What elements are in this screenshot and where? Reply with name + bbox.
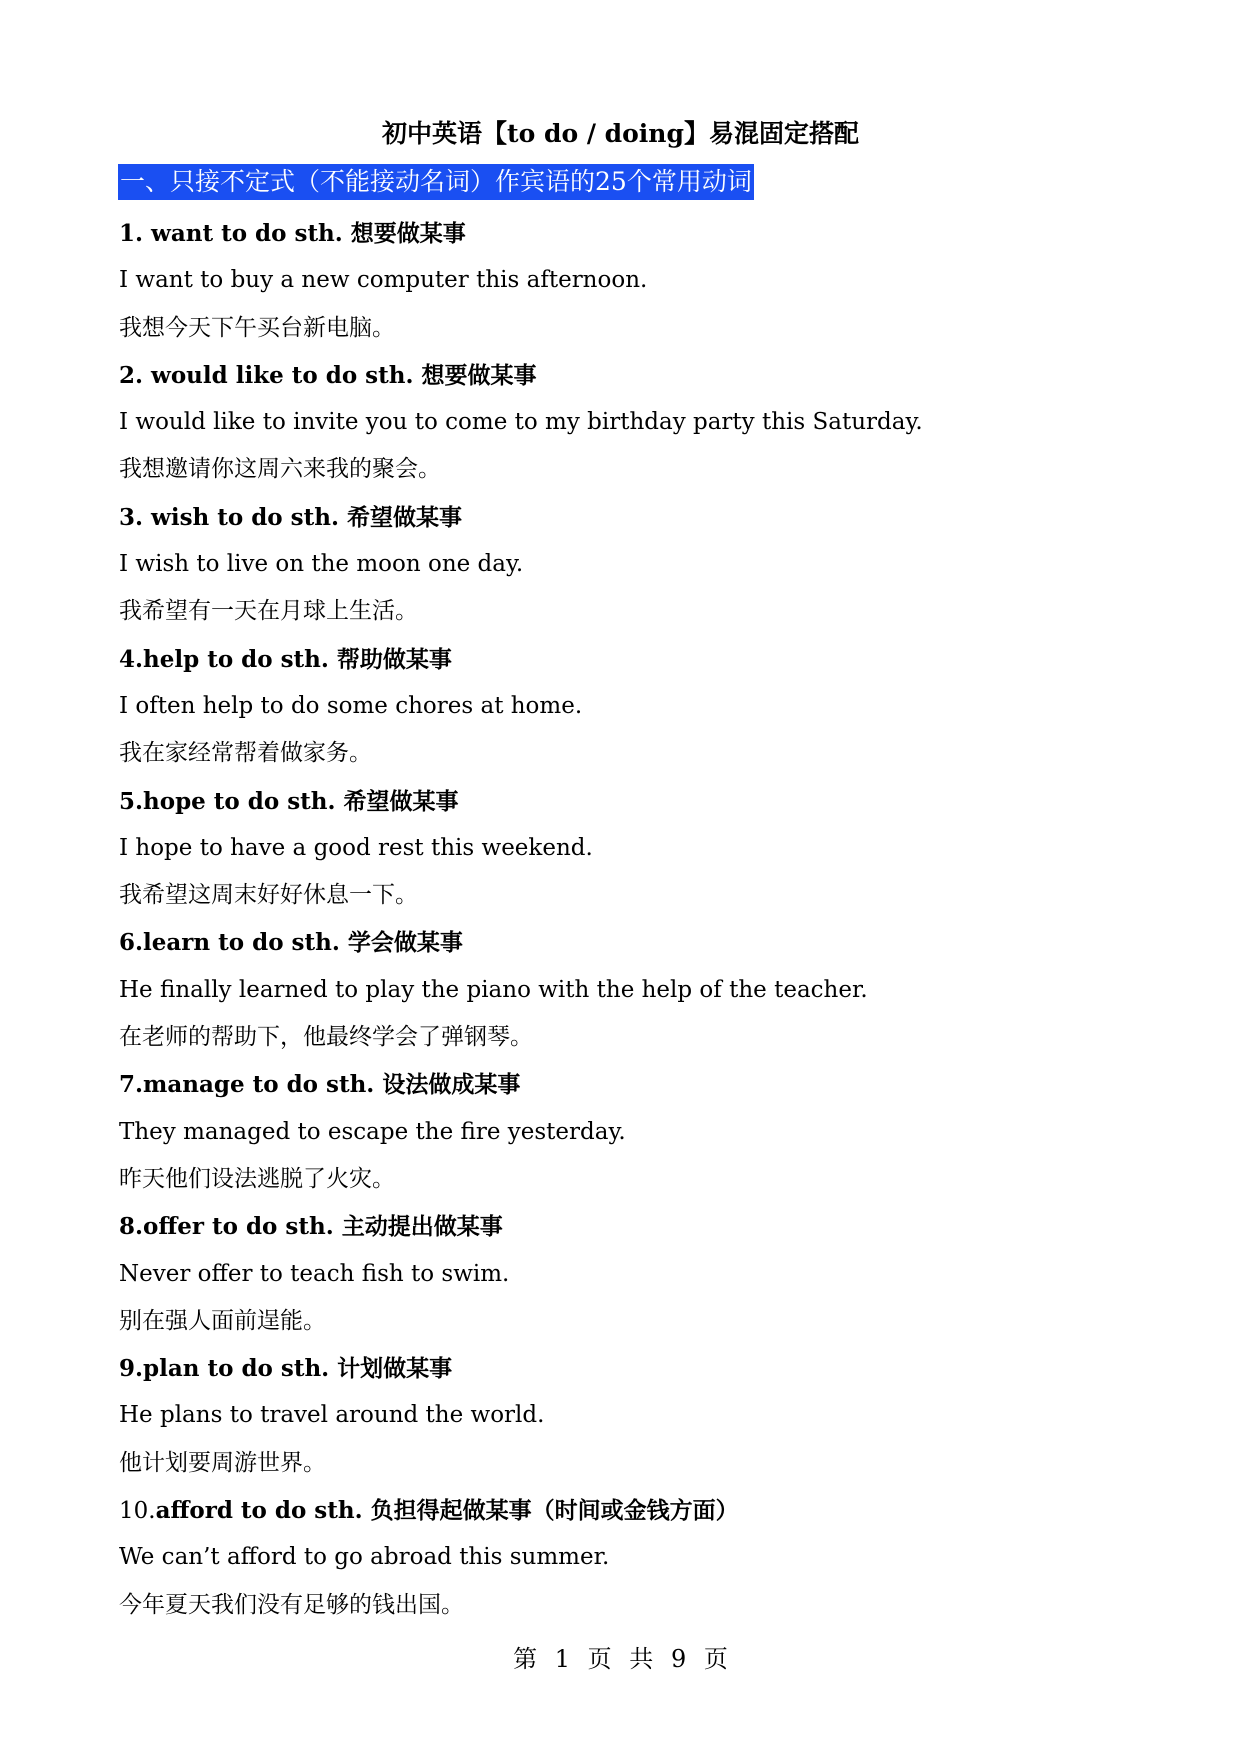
entry-example-english: They managed to escape the fire yesterday. bbox=[119, 1118, 626, 1145]
entry-example-chinese: 我想今天下午买台新电脑。 bbox=[119, 314, 395, 341]
verb-entry bbox=[119, 778, 1129, 920]
entry-example-english: I hope to have a good rest this weekend. bbox=[119, 834, 593, 861]
entry-example-english: He plans to travel around the world. bbox=[119, 1402, 545, 1429]
verb-entry bbox=[119, 1487, 1129, 1629]
entry-example-english: We can’t afford to go abroad this summer. bbox=[119, 1544, 610, 1571]
entry-number: 5. bbox=[119, 787, 144, 815]
entry-term: want to do sth. 想要做某事 bbox=[151, 220, 466, 247]
entry-term-line bbox=[119, 1203, 1129, 1250]
entry-example-english: I often help to do some chores at home. bbox=[119, 692, 583, 719]
entry-number: 1. bbox=[119, 220, 152, 247]
verb-entry bbox=[119, 919, 1129, 1061]
entry-term: afford to do sth. 负担得起做某事（时间或金钱方面） bbox=[155, 1497, 739, 1525]
entry-number: 10. bbox=[119, 1498, 156, 1525]
entry-example-english: I would like to invite you to come to my birthday party this Saturday. bbox=[119, 409, 923, 436]
entry-term-line bbox=[119, 1345, 1129, 1392]
entry-example-chinese: 我在家经常帮着做家务。 bbox=[119, 740, 372, 767]
entry-term: would like to do sth. 想要做某事 bbox=[151, 361, 537, 389]
entry-example-chinese: 别在强人面前逞能。 bbox=[119, 1307, 326, 1334]
entry-example-chinese: 我希望这周末好好休息一下。 bbox=[119, 882, 418, 909]
verb-entry bbox=[119, 1345, 1129, 1487]
entry-number: 8. bbox=[119, 1213, 144, 1241]
entry-number: 9. bbox=[119, 1355, 144, 1383]
page-title: 初中英语【to do / doing】易混固定搭配 bbox=[382, 119, 859, 148]
verb-entry bbox=[119, 494, 1129, 636]
entry-number: 4. bbox=[119, 645, 144, 673]
entry-term-line bbox=[119, 210, 1129, 257]
entry-example-chinese: 我希望有一天在月球上生活。 bbox=[119, 598, 418, 625]
entry-term: plan to do sth. 计划做某事 bbox=[143, 1355, 453, 1383]
entry-example-english: He finally learned to play the piano with the help of the teacher. bbox=[119, 976, 868, 1003]
entry-term: learn to do sth. 学会做某事 bbox=[143, 929, 463, 957]
entry-term-line bbox=[119, 778, 1129, 825]
entry-term: help to do sth. 帮助做某事 bbox=[143, 645, 452, 673]
entry-number: 3. bbox=[119, 503, 152, 531]
verb-entry bbox=[119, 352, 1129, 494]
verb-entry bbox=[119, 210, 1129, 352]
entry-example-chinese: 昨天他们设法逃脱了火灾。 bbox=[119, 1165, 395, 1192]
entry-example-english: I wish to live on the moon one day. bbox=[119, 551, 524, 578]
entry-term-line bbox=[119, 352, 1129, 399]
entry-example-chinese: 他计划要周游世界。 bbox=[119, 1449, 326, 1476]
entry-number: 6. bbox=[119, 929, 144, 957]
entry-term: offer to do sth. 主动提出做某事 bbox=[143, 1213, 503, 1241]
entry-term-line bbox=[119, 494, 1129, 541]
entry-term-line bbox=[119, 1487, 1129, 1534]
entry-term: hope to do sth. 希望做某事 bbox=[143, 787, 459, 815]
verb-entry-list bbox=[119, 210, 1129, 1629]
page-footer: 第 1 页 共 9 页 bbox=[513, 1645, 728, 1673]
section-heading-highlighted: 一、只接不定式（不能接动名词）作宾语的25个常用动词 bbox=[118, 164, 754, 200]
entry-example-chinese: 我想邀请你这周六来我的聚会。 bbox=[119, 456, 441, 483]
entry-term: wish to do sth. 希望做某事 bbox=[151, 503, 462, 531]
entry-number: 7. bbox=[119, 1071, 144, 1099]
entry-term-line bbox=[119, 636, 1129, 683]
entry-example-chinese: 在老师的帮助下，他最终学会了弹钢琴。 bbox=[119, 1024, 533, 1051]
entry-example-english: I want to buy a new computer this afternoon. bbox=[119, 267, 648, 294]
verb-entry bbox=[119, 1203, 1129, 1345]
verb-entry bbox=[119, 1061, 1129, 1203]
entry-example-english: Never offer to teach fish to swim. bbox=[119, 1260, 510, 1287]
verb-entry bbox=[119, 636, 1129, 778]
entry-example-chinese: 今年夏天我们没有足够的钱出国。 bbox=[119, 1591, 464, 1618]
entry-number: 2. bbox=[119, 361, 152, 389]
entry-term: manage to do sth. 设法做成某事 bbox=[143, 1071, 521, 1099]
entry-term-line bbox=[119, 1061, 1129, 1108]
entry-term-line bbox=[119, 919, 1129, 966]
